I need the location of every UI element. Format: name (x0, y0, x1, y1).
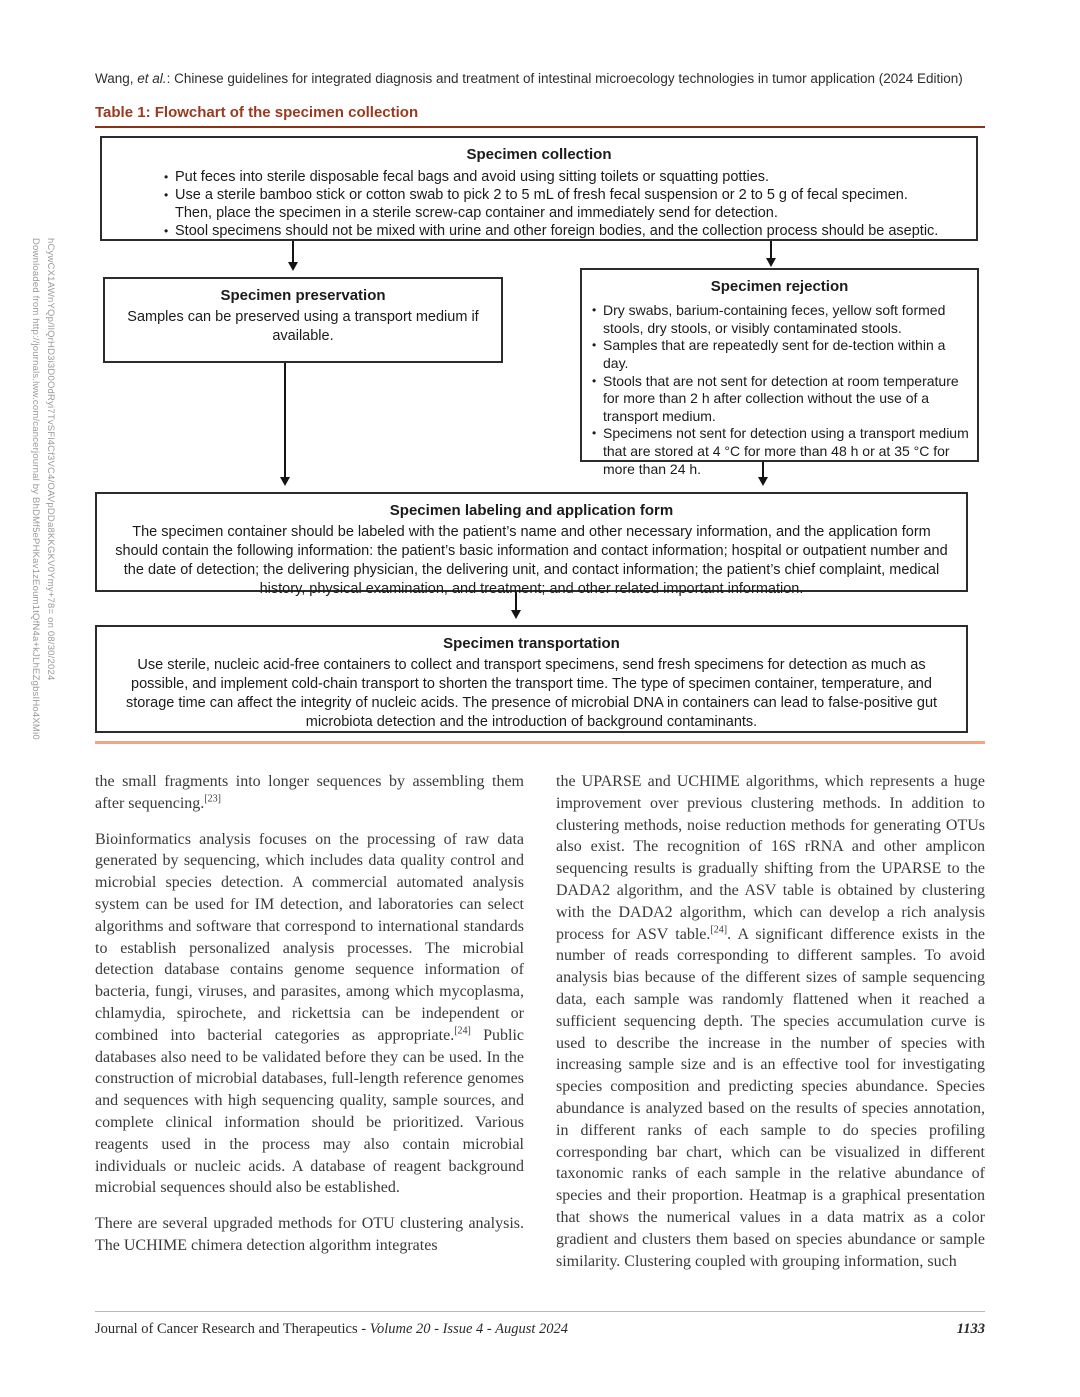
list-item: • Specimens not sent for detection using a transport medium that are stored at 4 °C for more than 48 h or at 35 °C for more than 24 h. (592, 425, 969, 477)
reference-24: [24] (710, 924, 728, 936)
down-arrow-icon (515, 592, 517, 617)
preservation-title: Specimen preservation (220, 287, 386, 304)
article-body (95, 771, 985, 1272)
rejection-title: Specimen rejection (710, 278, 849, 295)
box-specimen-transportation (95, 625, 968, 733)
paragraph: the UPARSE and UCHIME algorithms, which represents a huge improvement over previous clustering methods. In addition to clustering methods, noise reduction methods for generating OTUs also exist. The recognition of 16S rRNA and other amplicon sequencing results is gradually shifting from the UPARSE to the DADA2 algorithm, and the ASV table is obtained by clustering with the DADA2 algorithm, which can develop a rich analysis process for ASV table.[24]. A significant difference exists in the number of reads corresponding to different samples. To avoid analysis bias because of the different sizes of sample sequencing data, each sample was randomly flattened when it reached a sufficient sequencing depth. The species accumulation curve is used to describe the increase in the number of species with increasing sample size and is an effective tool for investigating species composition and predicting species abundance. Species abundance is analyzed based on the results of species annotation, in different ranks of each sample to do species profiling corresponding bar chart, which can be visualized in different taxonomic ranks of each sample in the relative abundance of species and their proportion. Heatmap is a graphical presentation that shows the numerical values in a data matrix as a color gradient and clusters them based on species abundance or sample similarity. Clustering coupled with grouping information, such (556, 773, 985, 1270)
running-header (95, 71, 985, 86)
bullet-icon: • (592, 373, 597, 388)
bullet-icon: • (164, 187, 169, 202)
list-item: • Stool specimens should not be mixed with urine and other foreign bodies, and the collection process should be aseptic. (164, 222, 939, 239)
down-arrow-icon (770, 241, 772, 265)
list-item: • Dry swabs, barium-containing feces, yellow soft formed stools, dry stools, or visibly contaminated stools. (592, 302, 946, 336)
bullet-icon: • (592, 426, 597, 441)
bullet-icon: • (164, 170, 169, 184)
labeling-text: The specimen container should be labeled with the patient’s name and other necessary information, and the application form should contain the following information: the patient’s basic information and contact information; hospital or outpatient number and the date of detection; the delivering physician, the delivering unit, and contact information; the patient’s chief complaint, medical history, physical examination, and treatment; and other related important information. (115, 524, 948, 598)
transportation-title: Specimen transportation (443, 635, 620, 652)
collection-bullets (102, 167, 976, 241)
flowchart-bottom-rule (95, 741, 985, 744)
reference-23: [23] (204, 793, 221, 805)
list-item: • Stools that are not sent for detection at room temperature for more than 2 h after collection without the use of a transport medium. (592, 372, 959, 424)
watermark-line-1: Downloaded from http://journals.lww.com/cancerjournal by BhDMf5ePHKav1zEoum1tQfN4a+kJLhEZgbsIHo4XMi0 (30, 238, 41, 740)
down-arrow-icon (284, 363, 286, 484)
footer-issue-meta: - Volume 20 - Issue 4 - August 2024 (357, 1321, 569, 1337)
page-number: 1133 (956, 1321, 985, 1337)
bullet-icon: • (164, 223, 169, 238)
box-specimen-labeling (95, 492, 968, 598)
down-arrow-icon (762, 462, 764, 484)
left-column (95, 771, 524, 1272)
reference-24: [24] (454, 1025, 471, 1037)
header-etal: et al. (137, 71, 167, 86)
footer-rule (95, 1311, 985, 1312)
box-specimen-preservation (103, 277, 503, 363)
paragraph: There are several upgraded methods for OTU clustering analysis. The UCHIME chimera detection algorithm integrates (95, 1215, 524, 1254)
box-specimen-collection (100, 136, 978, 241)
table-title: Table 1: Flowchart of the specimen collection (95, 104, 419, 121)
list-item: • Samples that are repeatedly sent for de-tection within a day. (592, 337, 946, 371)
down-arrow-icon (292, 241, 294, 269)
footer-journal: Journal of Cancer Research and Therapeutics - Volume 20 - Issue 4 - August 2024 (95, 1321, 569, 1337)
box-specimen-rejection (580, 268, 979, 477)
list-item: • Put feces into sterile disposable fecal bags and avoid using sitting toilets or squatting potties. (164, 169, 770, 185)
page-footer (95, 1321, 985, 1338)
transportation-text: Use sterile, nucleic acid-free containers to collect and transport specimens, send fresh specimens for detection as much as possible, and implement cold-chain transport to shorten the transport time. The type of specimen container, temperature, and storage time can affect the integrity of nucleic acids. The presence of microbial DNA in containers can lead to false-positive gut microbiota detection and the introduction of background contaminants. (125, 657, 938, 731)
header-title-text: : Chinese guidelines for integrated diagnosis and treatment of intestinal microecology technologies in tumor application (2024 Edition) (166, 71, 963, 86)
labeling-title: Specimen labeling and application form (389, 502, 674, 519)
download-watermark (28, 238, 58, 878)
bullet-icon: • (592, 338, 597, 353)
preservation-text: Samples can be preserved using a transport medium if available. (127, 309, 479, 345)
list-item: • Use a sterile bamboo stick or cotton swab to pick 2 to 5 mL of fresh fecal suspension or 2 to 5 g of fecal specimen. Then, place the specimen in a sterile screw-cap container and immediately send for detection. (164, 186, 908, 221)
paragraph: Bioinformatics analysis focuses on the processing of raw data generated by sequencing, which includes data quality control and microbial species detection. A commercial automated analysis system can be used for IM detection, and laboratories can select algorithms and software that correspond to international standards to establish personalized analysis processes. The microbial detection database contains genome sequence information of bacteria, fungi, viruses, and parasites, among which mycoplasma, chlamydia, spirochete, and rickettsia can be independent or combined into bacterial categories as appropriate.[24] Public databases also need to be validated before they can be used. In the construction of microbial databases, full-length reference genomes and sequences with high sequencing quality, sample sources, and complete clinical information should be prioritized. Various reagents used in the process may also contain microbial individuals or nucleic acids. A database of reagent background microbial sequences should also be established. (95, 830, 525, 1197)
watermark-line-2: hCywCX1AWnYQp/IlQrHD3i3D0OdRyi7TvSFl4Cf3VC4/OAVpDDa8KKGKV0Ymy+78= on 08/30/2024 (45, 238, 56, 681)
collection-title: Specimen collection (466, 146, 612, 163)
rejection-bullets (582, 299, 977, 478)
bullet-icon: • (592, 303, 597, 317)
paragraph: the small fragments into longer sequences by assembling them after sequencing.[23] (95, 773, 524, 812)
right-column (556, 771, 985, 1272)
title-rule (95, 126, 985, 128)
header-authors: Wang, (95, 71, 138, 86)
specimen-flowchart (95, 132, 985, 750)
